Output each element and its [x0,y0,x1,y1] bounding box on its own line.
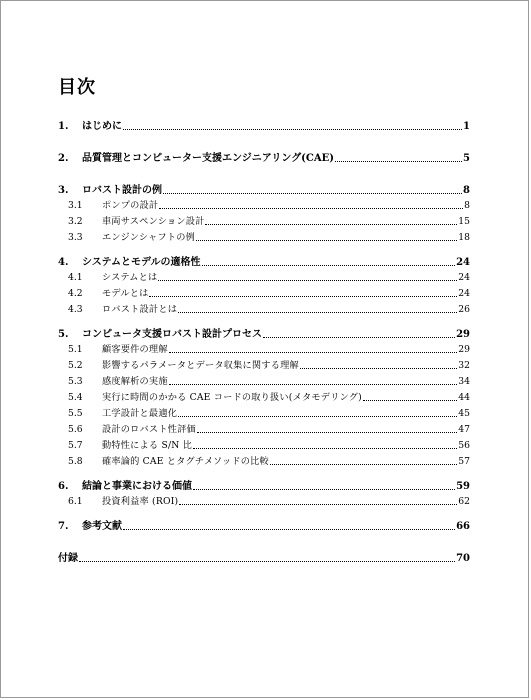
toc-section-entry[interactable] [58,373,470,387]
toc-entry-page-number: 18 [458,232,470,243]
toc-entry-number: 6. [58,481,69,492]
toc-chapter-entry[interactable] [58,477,470,492]
toc-section-entry[interactable] [58,229,470,243]
toc-entry-label: 付録 [58,553,78,564]
dot-leader [163,192,462,194]
toc-entry-label: 工学設計と最適化 [102,408,178,419]
toc-entry-label: システムとモデルの適格性 [82,257,201,268]
toc-section-entry[interactable] [58,213,470,227]
toc-entry-label: ロバスト設計とは [102,304,178,315]
dot-leader [179,503,457,505]
dot-leader [193,488,455,490]
dot-leader [363,399,457,401]
toc-entry-label: エンジンシャフトの例 [102,232,196,243]
table-of-contents [1,1,528,697]
toc-entry-number: 5.2 [68,360,83,371]
toc-entry-page-number: 8 [463,185,470,196]
toc-entry-number: 5. [58,329,69,340]
toc-entry-page-number: 66 [456,521,470,532]
toc-entry-number: 4.3 [68,304,83,315]
toc-section-entry[interactable] [58,421,470,435]
toc-entry-page-number: 26 [458,304,470,315]
toc-entry-number: 5.6 [68,424,83,435]
toc-section-entry[interactable] [58,197,470,211]
toc-entry-label: 品質管理とコンピューター支援エンジニアリング(CAE) [82,153,334,164]
toc-entry-number: 5.7 [68,440,83,451]
toc-entry-label: ロバスト設計の例 [82,185,162,196]
toc-chapter-entry[interactable] [58,117,470,132]
toc-entry-number: 5.1 [68,344,83,355]
toc-entry-page-number: 34 [458,376,470,387]
toc-section-entry[interactable] [58,285,470,299]
toc-entry-number: 5.8 [68,456,83,467]
toc-entry-number: 5.4 [68,392,83,403]
toc-entry-label: 結論と事業における価値 [82,481,192,492]
toc-entry-label: はじめに [82,121,122,132]
toc-entry-label: 感度解析の実施 [102,376,168,387]
toc-entry-label: 顧客要件の理解 [102,344,168,355]
toc-section-entry[interactable] [58,301,470,315]
toc-entry-label: 車両サスペンション設計 [102,216,205,227]
toc-entry-number: 7. [58,521,69,532]
toc-entry-label: 影響するパラメータとデータ収集に関する理解 [102,360,299,371]
toc-entry-page-number: 29 [458,344,470,355]
toc-entry-number: 4.1 [68,272,83,283]
toc-entry-label: コンピュータ支援ロバスト設計プロセス [82,329,262,340]
toc-entry-page-number: 70 [456,553,470,564]
toc-chapter-entry[interactable] [58,149,470,164]
toc-section-entry[interactable] [58,405,470,419]
toc-entry-page-number: 44 [458,392,470,403]
toc-entry-number: 3.1 [68,200,83,211]
toc-entry-number: 4.2 [68,288,83,299]
toc-section-entry[interactable] [58,453,470,467]
toc-title: 目次 [58,77,96,98]
toc-entry-page-number: 1 [463,121,470,132]
toc-entry-page-number: 45 [458,408,470,419]
toc-entry-page-number: 56 [458,440,470,451]
toc-section-entry[interactable] [58,437,470,451]
dot-leader [193,447,457,449]
toc-entry-label: 確率論的 CAE とタグチメソッドの比較 [102,456,269,467]
dot-leader [123,128,462,130]
toc-entry-number: 1. [58,121,69,132]
dot-leader [178,311,457,313]
toc-entry-number: 4. [58,257,69,268]
toc-entry-page-number: 47 [458,424,470,435]
toc-entry-number: 3.2 [68,216,83,227]
dot-leader [263,336,455,338]
dot-leader [197,431,457,433]
toc-chapter-entry[interactable] [58,253,470,268]
toc-entry-number: 5.5 [68,408,83,419]
toc-entry-page-number: 5 [463,153,470,164]
toc-entry-page-number: 15 [458,216,470,227]
toc-entry-page-number: 24 [456,257,470,268]
toc-chapter-entry[interactable] [58,325,470,340]
toc-entry-page-number: 24 [458,288,470,299]
dot-leader [79,560,455,562]
toc-chapter-entry[interactable] [58,517,470,532]
dot-leader [159,207,463,209]
toc-entry-number: 6.1 [68,496,83,507]
dot-leader [335,160,462,162]
toc-entry-label: 投資利益率 (ROI) [102,496,179,507]
toc-section-entry[interactable] [58,269,470,283]
toc-entry-page-number: 57 [458,456,470,467]
toc-entry-page-number: 32 [458,360,470,371]
toc-section-entry[interactable] [58,389,470,403]
dot-leader [205,223,457,225]
toc-section-entry[interactable] [58,493,470,507]
toc-entry-page-number: 8 [464,200,470,211]
toc-entry-page-number: 24 [458,272,470,283]
toc-entry-page-number: 62 [458,496,470,507]
dot-leader [123,528,455,530]
dot-leader [196,239,457,241]
toc-section-entry[interactable] [58,341,470,355]
dot-leader [169,383,458,385]
toc-entry-number: 3.3 [68,232,83,243]
toc-entry-number: 3. [58,185,69,196]
toc-chapter-entry[interactable] [58,549,470,564]
dot-leader [169,351,458,353]
toc-entry-page-number: 29 [456,329,470,340]
dot-leader [178,415,457,417]
toc-entry-number: 2. [58,153,69,164]
toc-entry-page-number: 59 [456,481,470,492]
toc-section-entry[interactable] [58,357,470,371]
toc-entry-label: 設計のロバスト性評価 [102,424,196,435]
dot-leader [149,295,457,297]
toc-entry-label: システムとは [102,272,158,283]
toc-chapter-entry[interactable] [58,181,470,196]
dot-leader [202,264,456,266]
toc-entry-label: 参考文献 [82,521,122,532]
dot-leader [300,367,457,369]
toc-entry-label: 実行に時間のかかる CAE コードの取り扱い(メタモデリング) [102,392,362,403]
dot-leader [158,279,457,281]
dot-leader [270,463,457,465]
toc-entry-label: 動特性による S/N 比 [102,440,192,451]
toc-entry-label: ポンプの設計 [102,200,159,211]
toc-entry-label: モデルとは [102,288,149,299]
toc-entry-number: 5.3 [68,376,83,387]
